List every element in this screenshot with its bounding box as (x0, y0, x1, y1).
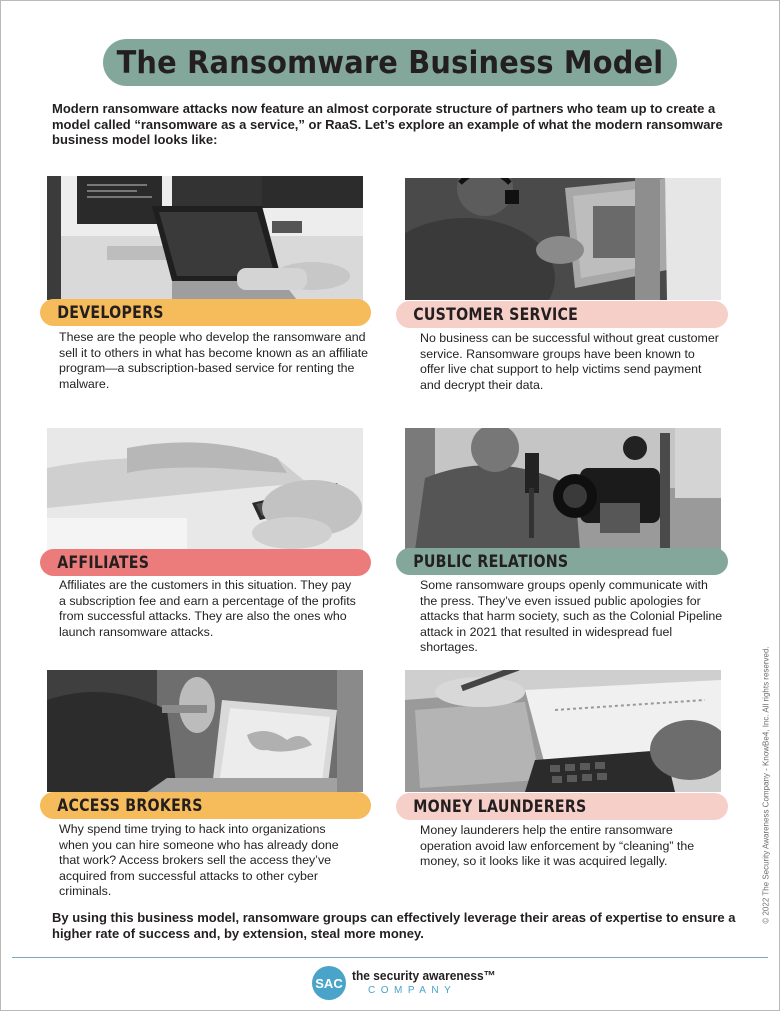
headset-agent-photo (405, 178, 721, 300)
developers-heading (40, 299, 371, 326)
money-launderers-heading-label: MONEY LAUNDERERS (413, 797, 587, 816)
laptop-map-photo (47, 670, 363, 792)
intro-paragraph: Modern ransomware attacks now feature an almost corporate structure of partners who team up to create a model called “ransomware as a service,” or RaaS. Let’s explore an example of what the modern ransomware business model looks like: (52, 101, 723, 147)
affiliates-description: Affiliates are the customers in this situation. They pay a subscription fee and earn a percentage of the profits from successful attacks. They are also the ones who launch ransomware attacks. (59, 578, 356, 639)
public-relations-description: Some ransomware groups openly communicate with the press. They’ve even issued public apologies for attacks that harm society, such as the Colonial Pipeline attack in 2021 that resulted in widespread fuel shortages. (420, 578, 723, 654)
interview-camera-photo (405, 428, 721, 550)
customer-service-description: No business can be successful without great customer service. Ransomware groups have been known to offer live chat support to help victims send payment and decrypt their data. (420, 331, 719, 392)
affiliates-heading-label: AFFILIATES (57, 553, 150, 572)
logo-subtitle: COMPANY (368, 985, 457, 996)
customer-service-heading (396, 301, 728, 328)
developers-description: These are the people who develop the ransomware and sell it to others in what has become known as an affiliate program—a subscription-based service for renting the malware. (59, 330, 369, 391)
public-relations-heading-label: PUBLIC RELATIONS (413, 552, 569, 571)
money-launderers-heading (396, 793, 728, 820)
company-logo (312, 966, 496, 1002)
page-title: The Ransomware Business Model (116, 44, 664, 81)
title-banner (103, 39, 677, 86)
footer-divider (12, 957, 768, 958)
logo-wordmark: the security awareness™ (352, 968, 496, 983)
customer-service-heading-label: CUSTOMER SERVICE (413, 305, 579, 324)
smartphone-photo (47, 428, 363, 550)
copyright-notice (761, 646, 771, 924)
access-brokers-description: Why spend time trying to hack into organizations when you can hire someone who has already done that work? Access brokers sell the access they’ve acquired from successful attacks to other cyber criminals. (59, 822, 339, 898)
closing-paragraph: By using this business model, ransomware groups can effectively leverage their areas of expertise to ensure a higher rate of success and, by extension, steal more money. (52, 910, 736, 941)
money-launderers-description: Money launderers help the entire ransomware operation avoid law enforcement by “cleaning” the money, so it looks like it was acquired legally. (420, 823, 695, 868)
access-brokers-heading (40, 792, 371, 819)
developer-laptop-photo (47, 176, 363, 300)
copyright-text: © 2022 The Security Awareness Company - KnowBe4, Inc. All rights reserved. (761, 646, 771, 924)
affiliates-heading (40, 549, 371, 576)
access-brokers-heading-label: ACCESS BROKERS (57, 796, 203, 815)
sac-logo-mark: SAC (312, 966, 346, 1000)
developers-heading-label: DEVELOPERS (57, 303, 164, 322)
calculator-notebook-photo (405, 670, 721, 792)
public-relations-heading (396, 548, 728, 575)
